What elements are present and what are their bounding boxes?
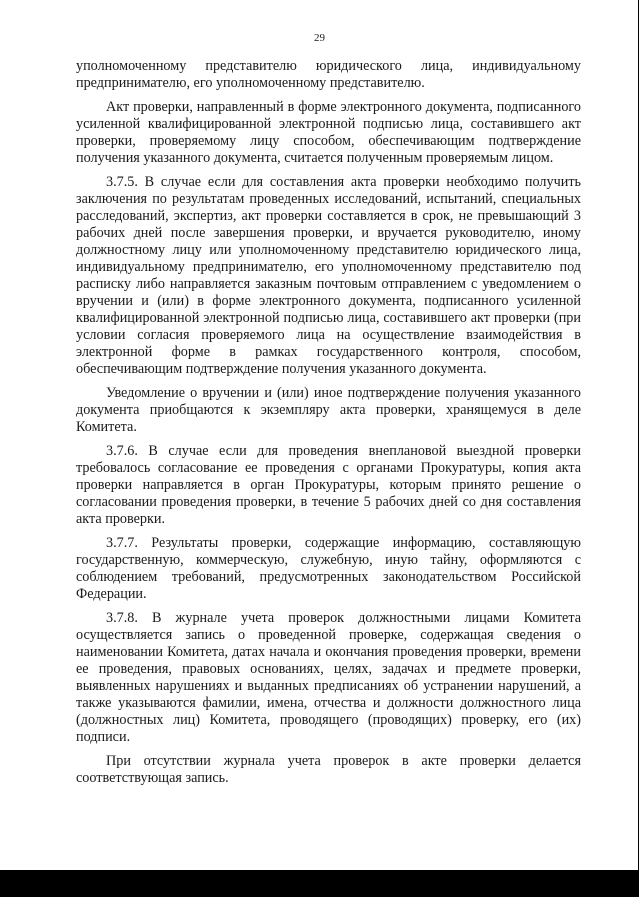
paragraph-3-7-6: 3.7.6. В случае если для проведения внеплановой выездной проверки требовалось согласование ее проведения с органами Прокуратуры, копия акта проверки направляется в орган Прокуратуры, которым принято решение о согласовании проведения проверки, в течение 5 рабочих дней со дня составления акта проверки. xyxy=(76,443,581,527)
paragraph-3-7-5: 3.7.5. В случае если для составления акта проверки необходимо получить заключения по результатам проведенных исследований, испытаний, специальных расследований, экспертиз, акт проверки составляется в срок, не превышающий 3 рабочих дней после завершения проверки, и вручается руководителю, иному должностному лицу или уполномоченному представителю юридического лица, индивидуальному предпринимателю, его уполномоченному представителю под расписку либо направляется заказным почтовым отправлением с уведомлением о вручении и (или) в форме электронного документа, подписанного усиленной квалифицированной электронной подписью лица, составившего акт проверки (при условии согласия проверяемого лица на осуществление взаимодействия в электронной форме в рамках государственного контроля, способом, обеспечивающим подтверждение получения указанного документа. xyxy=(76,174,581,377)
paragraph-no-journal: При отсутствии журнала учета проверок в акте проверки делается соответствующая запись. xyxy=(76,753,581,786)
document-body xyxy=(76,58,581,794)
paragraph-notification: Уведомление о вручении и (или) иное подтверждение получения указанного документа приобщаются к экземпляру акта проверки, хранящемуся в деле Комитета. xyxy=(76,385,581,435)
scan-bottom-border xyxy=(0,870,639,897)
paragraph-act-electronic: Акт проверки, направленный в форме электронного документа, подписанного усиленной квалифицированной электронной подписью лица, составившего акт проверки, проверяемому лицу способом, обеспечивающим подтверждение получения указанного документа, считается полученным проверяемым лицом. xyxy=(76,99,581,166)
page-number: 29 xyxy=(314,32,325,44)
paragraph-3-7-7: 3.7.7. Результаты проверки, содержащие информацию, составляющую государственную, коммерческую, служебную, иную тайну, оформляются с соблюдением требований, предусмотренных законодательством Российской Федерации. xyxy=(76,535,581,602)
paragraph-3-7-8: 3.7.8. В журнале учета проверок должностными лицами Комитета осуществляется запись о проведенной проверке, содержащая сведения о наименовании Комитета, датах начала и окончания проведения проверки, времени ее проведения, правовых основаниях, целях, задачах и предмете проверки, выявленных нарушениях и выданных предписаниях об устранении нарушений, а также указываются фамилии, имена, отчества и должности должностного лица (должностных лиц) Комитета, проводящего (проводящих) проверку, его (их) подписи. xyxy=(76,610,581,745)
paragraph-continuation: уполномоченному представителю юридического лица, индивидуальному предпринимателю, его уполномоченному представителю. xyxy=(76,58,581,91)
